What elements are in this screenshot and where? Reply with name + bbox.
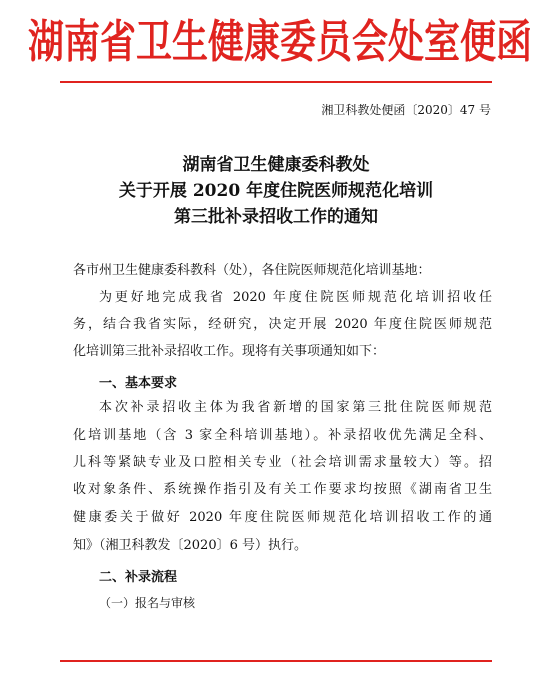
title-line-1: 湖南省卫生健康委科教处 xyxy=(182,155,370,175)
subsection-heading-registration: （一）报名与审核 xyxy=(99,596,196,610)
intro-line-3: 化培训第三批补录招收工作。现将有关事项通知如下： xyxy=(73,344,386,359)
section1-line-4: 收对象条件、系统操作指引及有关工作要求均按照《湖南省卫生 xyxy=(73,482,492,497)
title-line-2: 关于开展 2020 年度住院医师规范化培训 xyxy=(118,181,434,201)
salutation: 各市州卫生健康委科教科（处），各住院医师规范化培训基地： xyxy=(73,263,431,278)
title-line-3: 第三批补录招收工作的通知 xyxy=(174,207,378,227)
letterhead-red-rule xyxy=(60,81,492,83)
intro-line-2: 务，结合我省实际，经研究，决定开展 2020 年度住院医师规范 xyxy=(73,317,492,332)
section1-line-1: 本次补录招收主体为我省新增的国家第三批住院医师规范 xyxy=(99,400,492,415)
intro-line-1: 为更好地完成我省 2020 年度住院医师规范化培训招收任 xyxy=(99,290,492,305)
section-heading-basic-requirements: 一、基本要求 xyxy=(99,376,178,391)
section-heading-process: 二、补录流程 xyxy=(99,570,178,585)
footer-red-rule xyxy=(60,660,492,662)
section1-line-5: 健康委关于做好 2020 年度住院医师规范化培训招收工作的通 xyxy=(73,510,492,525)
letterhead-title: 湖南省卫生健康委员会处室便函 xyxy=(28,16,533,68)
section1-line-6: 知》（湘卫科教发〔2020〕6 号）执行。 xyxy=(73,538,307,553)
section1-line-2: 化培训基地（含 3 家全科培训基地）。补录招收优先满足全科、 xyxy=(73,428,492,443)
section1-line-3: 儿科等紧缺专业及口腔相关专业（社会培训需求量较大）等。招 xyxy=(73,455,492,470)
document-number: 湘卫科教处便函〔2020〕47 号 xyxy=(321,103,491,117)
